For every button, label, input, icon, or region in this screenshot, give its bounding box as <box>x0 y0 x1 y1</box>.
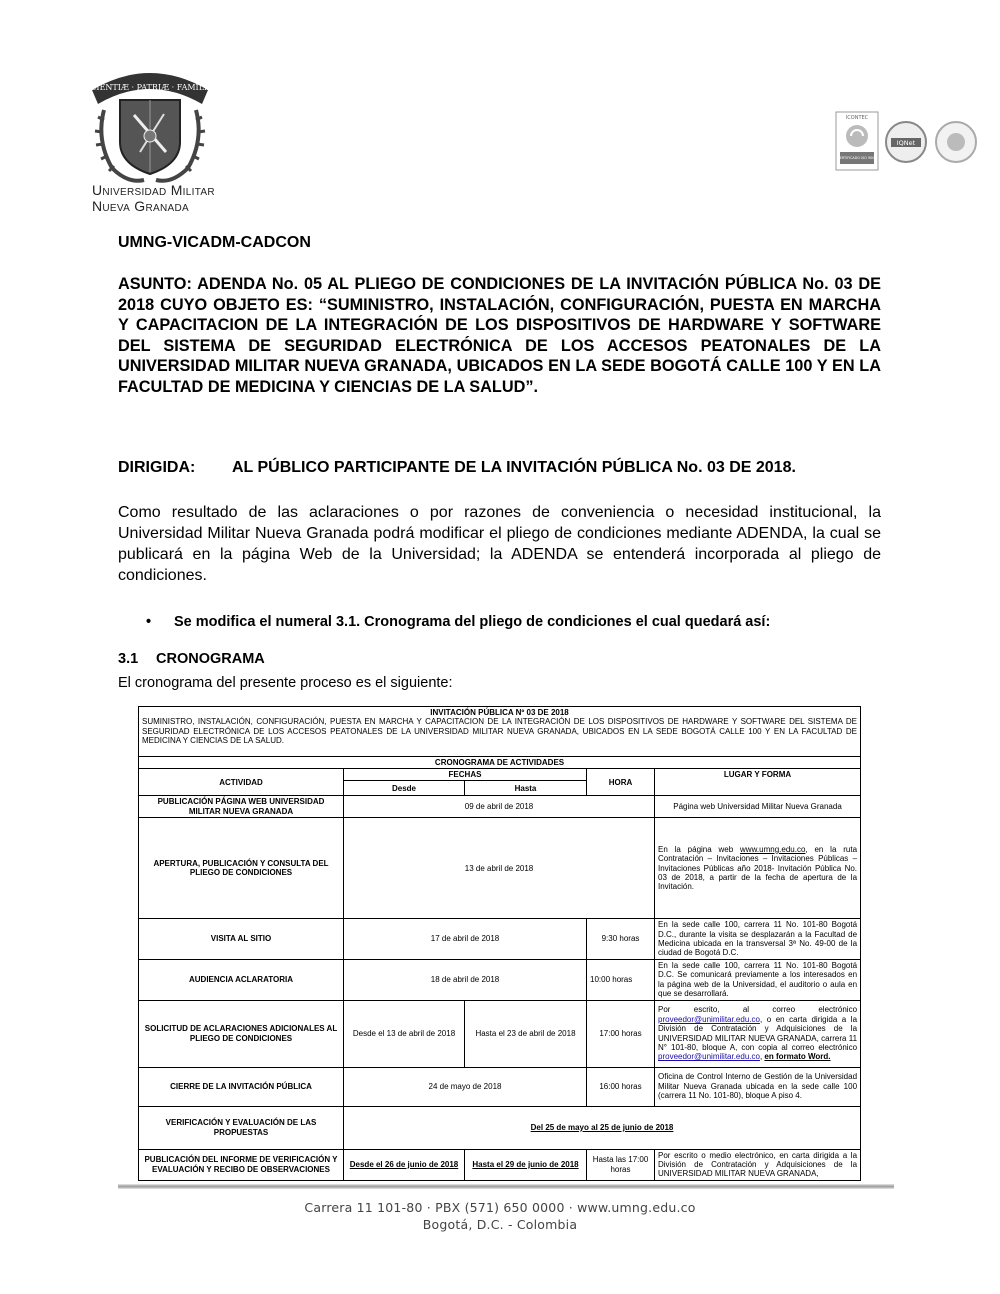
table-header-row <box>139 769 861 781</box>
umng-website-link[interactable]: www.umng.edu.co <box>740 844 806 854</box>
svg-text:SCIENTIÆ · PATRIÆ · FAMILIÆ: SCIENTIÆ · PATRIÆ · FAMILIÆ <box>84 83 216 92</box>
footer-divider <box>118 1184 894 1189</box>
schedule-table <box>138 706 861 1181</box>
col-header-actividad: ACTIVIDAD <box>139 769 344 796</box>
table-title: INVITACIÓN PÚBLICA Nº 03 DE 2018 <box>430 708 569 717</box>
col-header-lugar: LUGAR Y FORMA <box>655 769 861 796</box>
table-row: AUDIENCIA ACLARATORIA 18 de abril de 2018 10:00 horas En la sede calle 100, carrera 11 No. 101-80 Bogotá D.C. Se comunicará previamente a los interesados en la página web de la Universidad, el auditorio o aula en que se desarrollará. <box>139 959 861 1000</box>
table-subtitle: CRONOGRAMA DE ACTIVIDADES <box>139 756 861 768</box>
svg-text:ICONTEC: ICONTEC <box>845 115 869 121</box>
col-header-hasta: Hasta <box>465 781 587 796</box>
table-row: VERIFICACIÓN Y EVALUACIÓN DE LAS PROPUESTAS Del 25 de mayo al 25 de junio de 2018 <box>139 1106 861 1149</box>
table-row: PUBLICACIÓN PÁGINA WEB UNIVERSIDAD MILITAR NUEVA GRANADA 09 de abril de 2018 Página web Universidad Militar Nueva Granada <box>139 796 861 818</box>
bullet-dot-icon: • <box>146 614 152 630</box>
document-subject: ASUNTO: ADENDA No. 05 AL PLIEGO DE CONDICIONES DE LA INVITACIÓN PÚBLICA No. 03 DE 2018 CUYO OBJETO ES: “SUMINISTRO, INSTALACIÓN, CONFIGURACIÓN, PUESTA EN MARCHA Y CAPACITACION DE LA INTEGRACIÓN DE LOS DISPOSITIVOS DE HARDWARE Y SOFTWARE DEL SISTEMA DE SEGURIDAD ELECTRÓNICA DE LOS ACCESOS PEATONALES DE LA UNIVERSIDAD MILITAR NUEVA GRANADA, UBICADOS EN LA SEDE BOGOTÁ CALLE 100 Y EN LA FACULTAD DE MEDICINA Y CIENCIAS DE LA SALUD”. <box>118 275 881 396</box>
table-row: VISITA AL SITIO 17 de abril de 2018 9:30 horas En la sede calle 100, carrera 11 No. 101-80 Bogotá D.C., durante la visita se desplazarán a la Facultad de Medicina ubicada en la transversal 3ª No. 49-00 de la ciudad de Bogotá D.C. <box>139 919 861 960</box>
university-name-logo-text: Universidad Militar Nueva Granada <box>92 182 215 214</box>
section-heading <box>118 651 265 667</box>
svg-text:IQNet: IQNet <box>896 139 916 147</box>
footer-city: Bogotá, D.C. - Colombia <box>422 1217 578 1232</box>
addressee-label: DIRIGIDA: <box>118 459 196 476</box>
table-row: CIERRE DE LA INVITACIÓN PÚBLICA 24 de mayo de 2018 16:00 horas Oficina de Control Interno de Gestión de la Universidad Militar Nueva Granada ubicada en la sede calle 100 (carrera 11 No. 101-80), bloque A piso 4. <box>139 1067 861 1106</box>
col-header-desde: Desde <box>344 781 465 796</box>
svg-text:CERTIFICADO ISO 9001: CERTIFICADO ISO 9001 <box>837 156 877 160</box>
table-subtitle-row <box>139 756 861 768</box>
intro-paragraph: Como resultado de las aclaraciones o por razones de conveniencia o necesidad institucional, la Universidad Militar Nueva Granada podrá modificar el pliego de condiciones mediante ADENDA, la cual se publicará en la página Web de la Universidad; la ADENDA se entenderá incorporada al pliego de condiciones. <box>118 504 881 584</box>
footer-address: Carrera 11 101-80 · PBX (571) 650 0000 · www.umng.edu.co <box>304 1200 696 1215</box>
document-reference: UMNG-VICADM-CADCON <box>118 234 311 251</box>
table-title-row <box>139 707 861 757</box>
col-header-hora: HORA <box>587 769 655 796</box>
section-intro: El cronograma del presente proceso es el siguiente: <box>118 675 453 691</box>
table-row: SOLICITUD DE ACLARACIONES ADICIONALES AL PLIEGO DE CONDICIONES Desde el 13 de abril de 2018 Hasta el 23 de abril de 2018 17:00 horas Por escrito, al correo electrónico proveedor@unimilitar.edu.co, o en carta dirigida a la División de Contratación y Adquisiciones de la UNIVERSIDAD MILITAR NUEVA GRANADA, carrera 11 N° 101-80, bloque A, con copia al correo electrónico proveedor@unimilitar.edu.co, en formato Word. <box>139 1000 861 1067</box>
bullet-item: • Se modifica el numeral 3.1. Cronograma del pliego de condiciones el cual quedará así: <box>146 614 771 630</box>
certification-logos <box>834 110 984 178</box>
col-header-fechas: FECHAS <box>344 769 587 781</box>
table-row: APERTURA, PUBLICACIÓN Y CONSULTA DEL PLIEGO DE CONDICIONES 13 de abril de 2018 En la página web www.umng.edu.co, en la ruta Contratación – Invitaciones – Invitaciones Públicas – Invitaciones Públicas año 2018- Invitación Pública No. 03 de 2018, a partir de la fecha de apertura de la Invitación. <box>139 818 861 919</box>
email-link[interactable]: proveedor@unimilitar.edu.co <box>658 1014 760 1024</box>
addressee-text: AL PÚBLICO PARTICIPANTE DE LA INVITACIÓN PÚBLICA No. 03 DE 2018. <box>232 459 796 476</box>
addressee-line <box>118 459 796 477</box>
table-object: SUMINISTRO, INSTALACIÓN, CONFIGURACIÓN, PUESTA EN MARCHA Y CAPACITACION DE LA INTEGRACIÓN DE LOS DISPOSITIVOS DE HARDWARE Y SOFTWARE DEL SISTEMA DE SEGURIDAD ELECTRÓNICA DE LOS ACCESOS PEATONALES DE LA UNIVERSIDAD MILITAR NUEVA GRANADA, UBICADOS EN LA SEDE BOGOTÁ CALLE 100 Y EN LA FACULTAD DE MEDICINA Y CIENCIAS DE LA SALUD. <box>142 717 858 746</box>
email-link-copy[interactable]: proveedor@unimilitar.edu.co <box>658 1052 760 1062</box>
section-number: 3.1 <box>118 651 139 667</box>
table-row: PUBLICACIÓN DEL INFORME DE VERIFICACIÓN Y EVALUACIÓN Y RECIBO DE OBSERVACIONES Desde el 26 de junio de 2018 Hasta el 29 de junio de 2018 Hasta las 17:00 horas Por escrito o medio electrónico, en carta dirigida a la División de Contratación y Adquisiciones de la UNIVERSIDAD MILITAR NUEVA GRANADA, <box>139 1149 861 1180</box>
section-title: CRONOGRAMA <box>156 651 265 667</box>
